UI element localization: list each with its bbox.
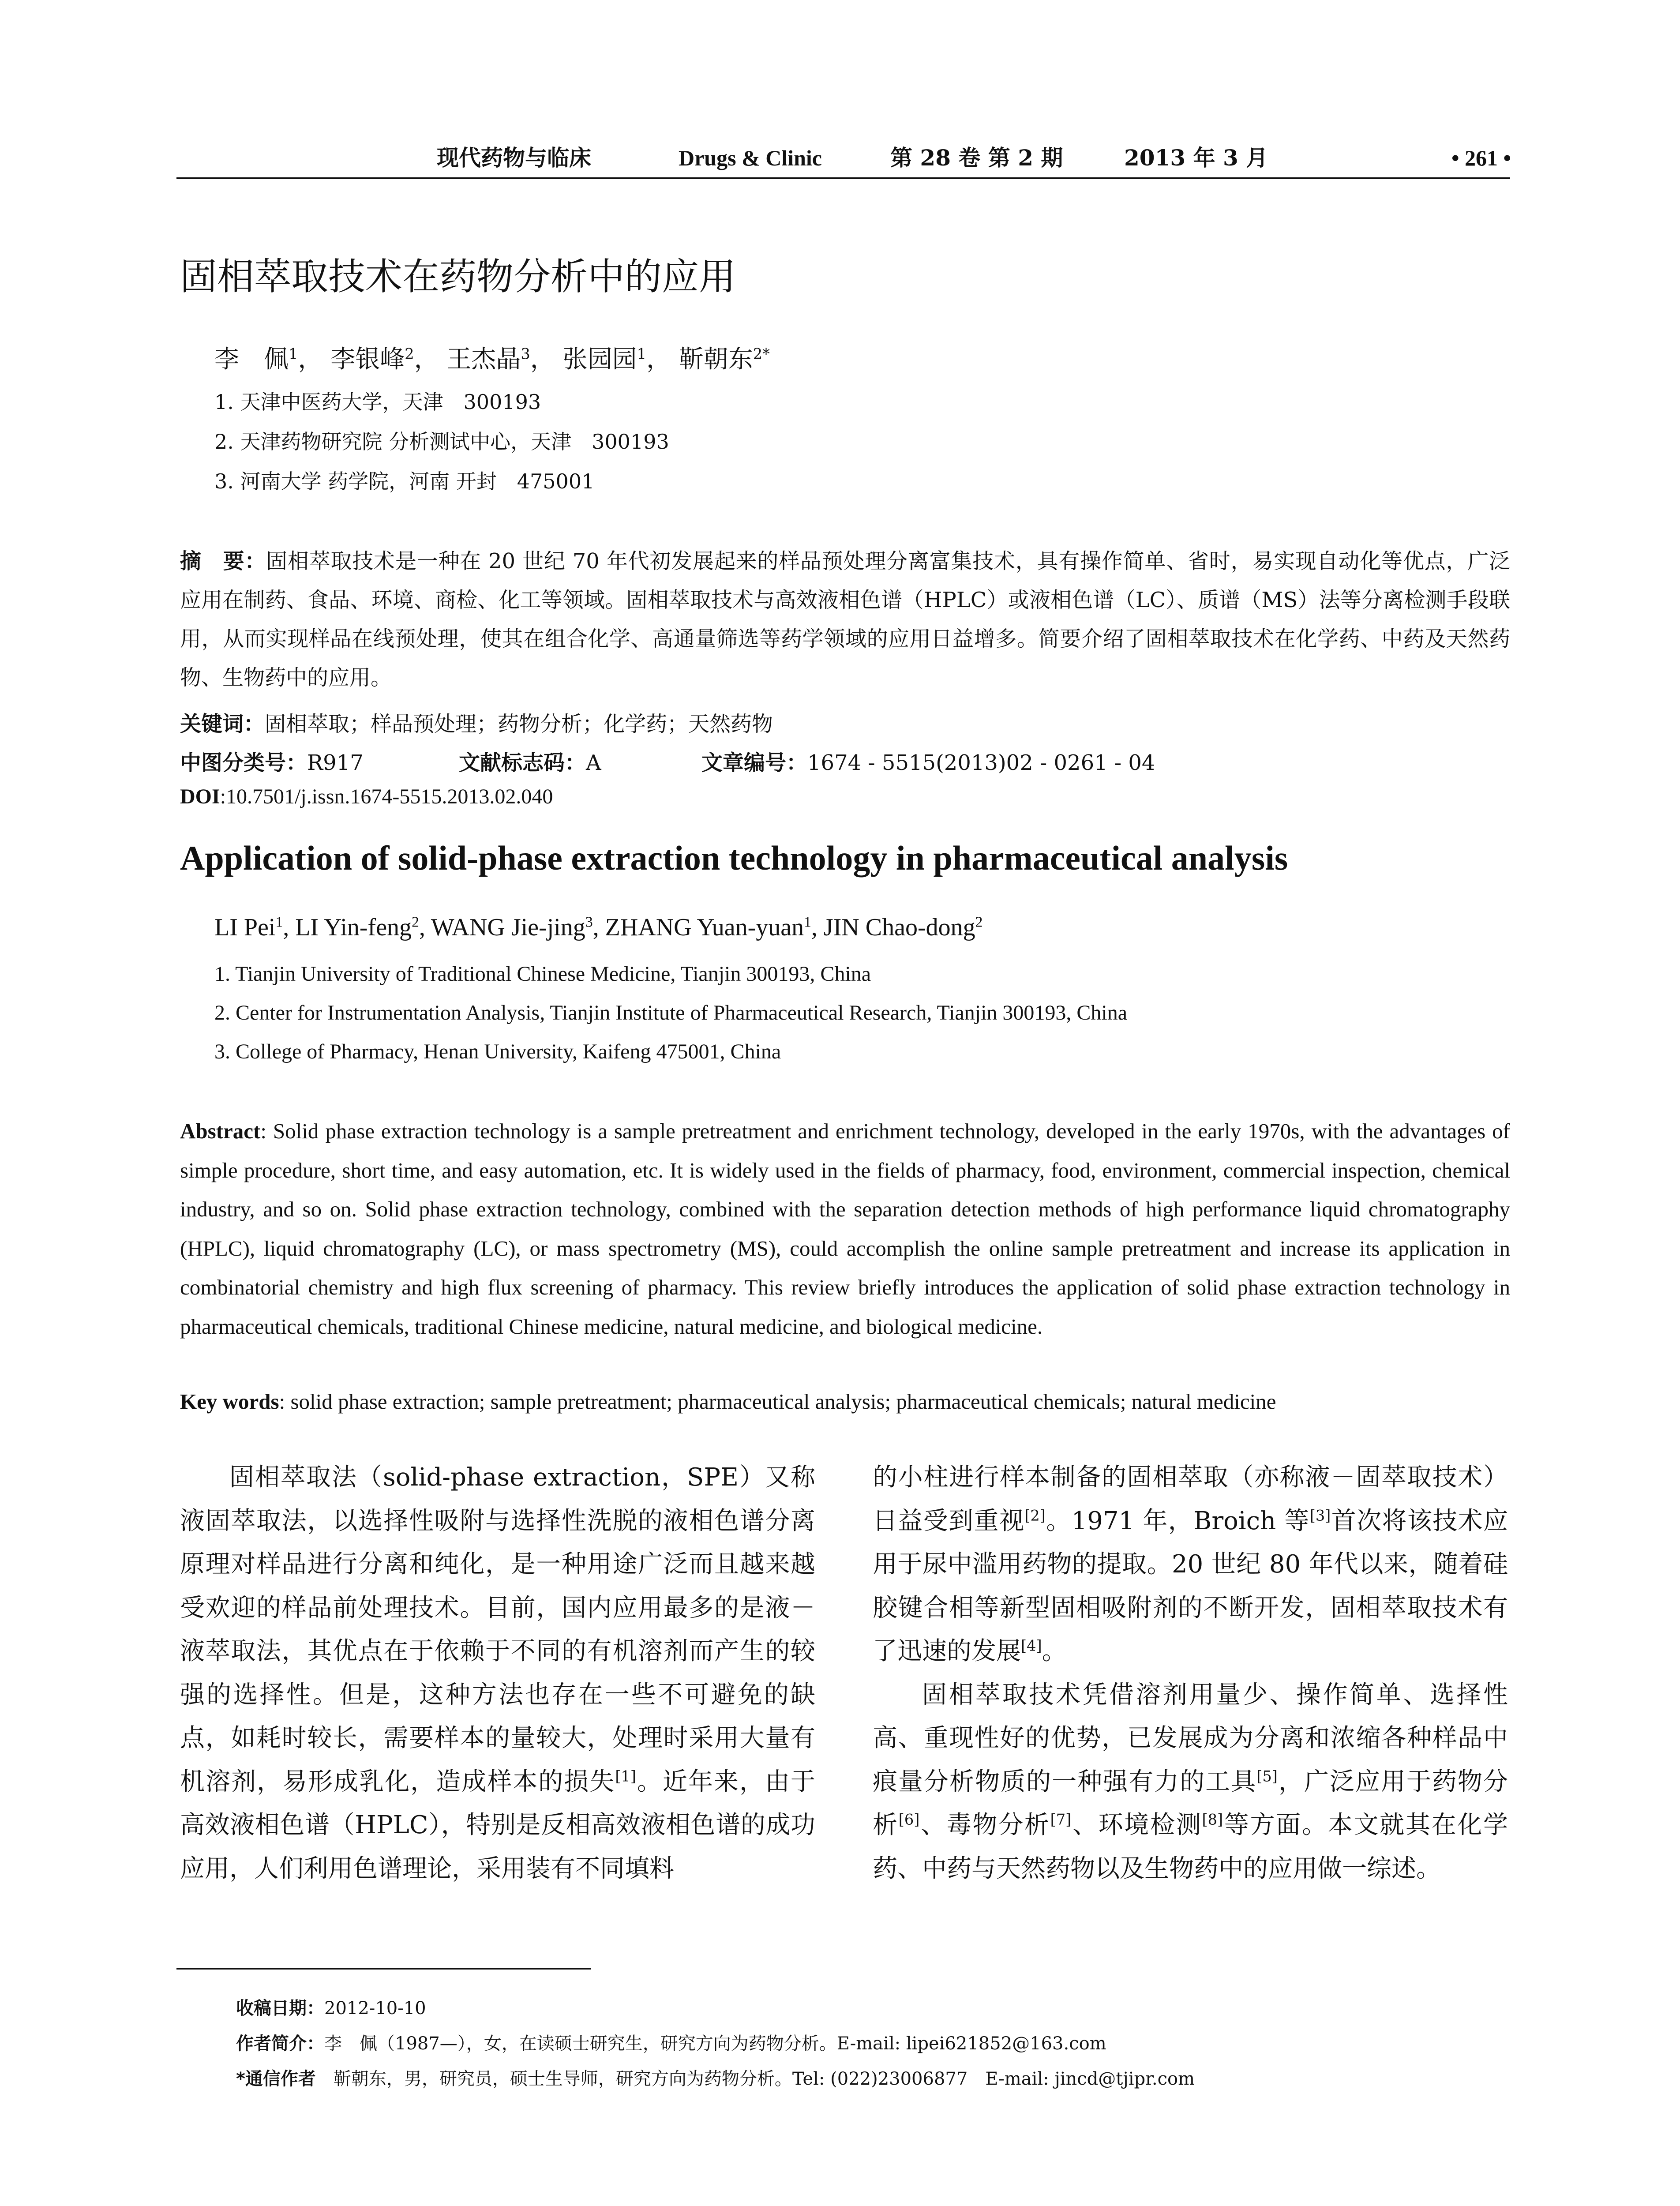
author-name: WANG Jie-jing (431, 914, 585, 941)
affiliation-en: 3. College of Pharmacy, Henan University, Kaifeng 475001, China (214, 1040, 781, 1063)
bio-text: 李 佩（1987—），女，在读硕士研究生，研究方向为药物分析。E-mail: lipei621852@163.com (324, 2033, 1106, 2054)
citation: [5] (1256, 1767, 1278, 1785)
author-name: 靳朝东 (679, 345, 753, 374)
citation: [4] (1021, 1637, 1042, 1654)
keywords-cn-label: 关键词： (180, 712, 265, 736)
abstract-cn-label: 摘 要： (180, 549, 266, 574)
author-name: 王杰晶 (446, 345, 521, 374)
author-affil-sup: 2 (405, 345, 414, 363)
citation: [7] (1050, 1811, 1072, 1828)
title-cn: 固相萃取技术在药物分析中的应用 (180, 255, 736, 298)
doc-code-value: A (586, 750, 601, 775)
body-text: 。近年来，由于高效液相色谱（HPLC），特别是反相高效液相色谱的成功应用，人们利用色谱理论，采用装有不同填料 (180, 1767, 816, 1883)
classification-line (180, 746, 364, 776)
body-text: 首次将该技术应用于尿中滥用药物的提取。20 世纪 80 年代以来，随着硅胶键合相等新型固相吸附剂的不断开发，固相萃取技术有了迅速的发展 (873, 1506, 1508, 1666)
article-number-label: 文章编号： (701, 750, 808, 775)
affiliation-en: 1. Tianjin University of Traditional Chinese Medicine, Tianjin 300193, China (214, 962, 871, 986)
abstract-en (180, 1112, 1510, 1346)
keywords-cn-text: 固相萃取；样品预处理；药物分析；化学药；天然药物 (265, 712, 773, 736)
body-text: 、环境检测 (1071, 1811, 1202, 1839)
author-affil-sup: 1 (275, 914, 283, 930)
body-right-column (873, 1456, 1508, 1891)
affiliation-cn: 3. 河南大学 药学院，河南 开封 475001 (214, 469, 595, 493)
abstract-en-text: : Solid phase extraction technology is a sample pretreatment and enrichment technology, developed in the early 1970s, with the advantages of simple procedure, short time, and easy automation, etc. It is widely used in the fields of pharmacy, food, environment, commercial inspection, chemical industry, and so on. Solid phase extraction technology, combined with the separation detection methods of high performance liquid chromatography (HPLC), liquid chromatography (LC), or mass spectrometry (MS), could accomplish the online sample pretreatment and increase its application in combinatorial chemistry and high flux screening of pharmacy. This review briefly introduces the application of solid phase extraction technology in pharmaceutical chemicals, traditional Chinese medicine, natural medicine, and biological medicine. (180, 1119, 1510, 1339)
footnote-received (236, 1994, 426, 2019)
keywords-en-label: Key words (180, 1389, 279, 1414)
body-text: 等方面。本文就其在化学药、中药与天然药物以及生物药中的应用做一综述。 (873, 1811, 1508, 1883)
title-en: Application of solid-phase extraction technology in pharmaceutical analysis (180, 839, 1288, 877)
author-affil-sup: 2 (975, 914, 983, 930)
author-affil-sup: 2 (412, 914, 419, 930)
citation: [1] (615, 1767, 636, 1785)
author-affil-sup: 3 (585, 914, 593, 930)
body-left-column (180, 1456, 815, 1891)
author-affil-sup: 1 (804, 914, 811, 930)
author-name: ZHANG Yuan-yuan (605, 914, 804, 941)
doi-value: :10.7501/j.issn.1674-5515.2013.02.040 (220, 785, 553, 808)
abstract-en-label: Abstract (180, 1119, 261, 1143)
body-paragraph (873, 1456, 1508, 1673)
abstract-cn (180, 542, 1510, 697)
author-name: 张园园 (562, 345, 637, 374)
author-name: 李银峰 (330, 345, 405, 374)
citation: [6] (898, 1811, 920, 1828)
author-name: LI Pei (214, 914, 276, 941)
author-affil-sup: 1 (289, 345, 298, 363)
bio-label: 作者简介： (236, 2033, 324, 2054)
abstract-cn-text: 固相萃取技术是一种在 20 世纪 70 年代初发展起来的样品预处理分离富集技术，具有操作简单、省时，易实现自动化等优点，广泛应用在制药、食品、环境、商检、化工等领域。固相萃取技术与高效液相色谱（HPLC）或液相色谱（LC）、质谱（MS）法等分离检测手段联用，从而实现样品在线预处理，使其在组合化学、高通量筛选等药学领域的应用日益增多。简要介绍了固相萃取技术在化学药、中药及天然药物、生物药中的应用。 (180, 549, 1510, 690)
body-text: 固相萃取法（solid-phase extraction，SPE）又称液固萃取法，以选择性吸附与选择性洗脱的液相色谱分离原理对样品进行分离和纯化，是一种用途广泛而且越来越受欢迎的样品前处理技术。目前，国内应用最多的是液－液萃取法，其优点在于依赖于不同的有机溶剂而产生的较强的选择性。但是，这种方法也存在一些不可避免的缺点，如耗时较长，需要样本的量较大，处理时采用大量有机溶剂，易形成乳化，造成样本的损失 (180, 1463, 815, 1796)
body-text: 、毒物分析 (919, 1811, 1050, 1839)
doi (180, 784, 553, 809)
doi-label: DOI (180, 785, 220, 808)
author-affil-sup: 2* (753, 345, 770, 363)
author-affil-sup: 3 (521, 345, 530, 363)
footnote-rule (176, 1968, 591, 1970)
author-affil-sup: 1 (637, 345, 646, 363)
clc-value: R917 (307, 750, 364, 775)
author-name: JIN Chao-dong (823, 914, 975, 941)
keywords-en-text: : solid phase extraction; sample pretreatment; pharmaceutical analysis; pharmaceutical chemicals; natural medicine (279, 1389, 1276, 1414)
body-text: 。 (1042, 1637, 1067, 1666)
doc-code-label: 文献标志码： (459, 750, 586, 775)
keywords-en (180, 1389, 1276, 1414)
body-paragraph (873, 1673, 1508, 1891)
received-label: 收稿日期： (236, 1998, 324, 2018)
page-number: • 261 • (1451, 146, 1511, 170)
footnote-corresponding (236, 2065, 1195, 2090)
body-paragraph (180, 1456, 815, 1891)
affiliation-cn: 1. 天津中医药大学，天津 300193 (214, 390, 541, 414)
header-rule (176, 177, 1510, 179)
authors-cn: 李 佩$^1$， 李银峰$^2$， 王杰晶$^3$， 张园园$^1$， 靳朝东$^{2*}$ (214, 345, 770, 374)
affiliation-cn: 2. 天津药物研究院 分析测试中心，天津 300193 (214, 430, 669, 454)
corresponding-label: *通信作者 (236, 2069, 316, 2089)
citation: [3] (1309, 1506, 1331, 1524)
volume-issue: 第 28 卷 第 2 期 (890, 145, 1063, 171)
body-text: ，广泛应用于药物分析 (873, 1767, 1508, 1839)
author-name: LI Yin-feng (295, 914, 412, 941)
article-number (701, 746, 1155, 776)
body-text: 固相萃取技术凭借溶剂用量少、操作简单、选择性高、重现性好的优势，已发展成为分离和浓缩各种样品中痕量分析物质的一种强有力的工具 (873, 1680, 1508, 1796)
authors-en: LI Pei$^1$, LI Yin-feng$^2$, WANG Jie-jing$^3$, ZHANG Yuan-yuan$^1$, JIN Chao-dong$^2$ (214, 914, 983, 941)
doc-code (459, 746, 601, 776)
keywords-cn (180, 707, 773, 737)
body-text: 的小柱进行样本制备的固相萃取（亦称液－固萃取技术）日益受到重视 (873, 1463, 1508, 1535)
footnote-bio (236, 2030, 1106, 2055)
citation: [8] (1202, 1811, 1223, 1828)
corresponding-text: 靳朝东，男，研究员，硕士生导师，研究方向为药物分析。Tel: (022)23006877 E-mail: jincd@tjipr.com (315, 2069, 1195, 2089)
affiliation-en: 2. Center for Instrumentation Analysis, Tianjin Institute of Pharmaceutical Research, Tianjin 300193, China (214, 1001, 1128, 1024)
citation: [2] (1024, 1506, 1046, 1524)
author-name: 李 佩 (214, 345, 289, 374)
journal-name-cn: 现代药物与临床 (437, 145, 591, 171)
article-number-value: 1674 - 5515(2013)02 - 0261 - 04 (807, 750, 1155, 775)
received-date: 2012-10-10 (324, 1998, 426, 2018)
journal-name-en: Drugs & Clinic (679, 146, 822, 170)
clc-label: 中图分类号： (180, 750, 308, 775)
body-text: 。1971 年，Broich 等 (1045, 1506, 1310, 1535)
issue-date: 2013 年 3 月 (1124, 145, 1268, 171)
